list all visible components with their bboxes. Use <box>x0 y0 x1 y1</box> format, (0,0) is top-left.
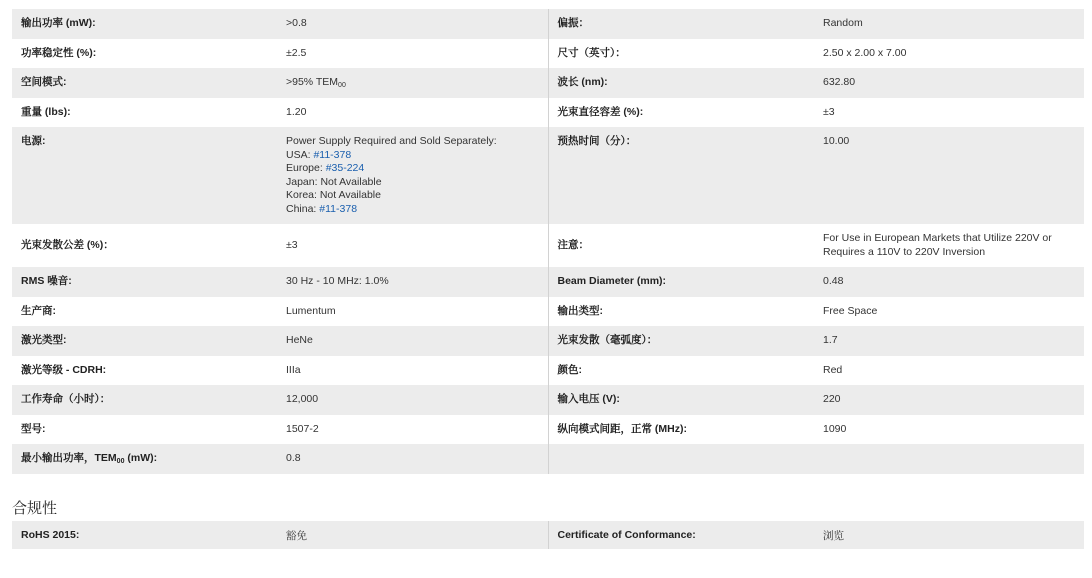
spec-label: 光束直径容差 (%): <box>548 98 814 127</box>
spec-value: 2.50 x 2.00 x 7.00 <box>814 39 1084 68</box>
spec-value: 1090 <box>814 415 1084 444</box>
spec-label: 电源: <box>12 127 277 224</box>
spatial-mode-text: >95% TEM <box>286 76 339 89</box>
china-power-supply-link[interactable]: #11-378 <box>319 202 358 215</box>
spec-value: ±2.5 <box>277 39 548 68</box>
power-supply-europe: Europe: #35-224 <box>286 162 365 174</box>
specs-table <box>12 9 1084 474</box>
spec-value: HeNe <box>277 326 548 356</box>
spec-value: 10.00 <box>814 127 1084 224</box>
spec-label: 激光等级 - CDRH: <box>12 356 277 385</box>
spec-value: Random <box>814 9 1084 39</box>
spec-row <box>12 98 1084 127</box>
spec-value: 632.80 <box>814 68 1084 98</box>
rohs-label: RoHS 2015: <box>12 521 277 549</box>
power-supply-usa: USA: #11-378 <box>286 148 352 161</box>
spec-value: Lumentum <box>277 297 548 326</box>
spec-label: 光束发散公差 (%)： <box>12 224 277 267</box>
spec-label: 生产商: <box>12 297 277 326</box>
spec-label: 工作寿命（小时）： <box>12 385 277 415</box>
spec-label: 光束发散（毫弧度）： <box>548 326 814 356</box>
spec-label: 输入电压 (V): <box>548 385 814 415</box>
spec-row <box>12 297 1084 326</box>
usa-power-supply-link[interactable]: #11-378 <box>313 148 352 161</box>
power-supply-note: Power Supply Required and Sold Separately: <box>286 135 497 147</box>
spec-label: 输出功率 (mW): <box>12 9 277 39</box>
spec-label: 纵向模式间距，正常 (MHz): <box>548 415 814 444</box>
spec-row <box>12 415 1084 444</box>
spec-label: Beam Diameter (mm): <box>548 267 814 297</box>
power-supply-china: China: #11-378 <box>286 202 358 215</box>
europe-power-supply-link[interactable]: #35-224 <box>325 162 365 174</box>
empty-cell <box>548 444 814 474</box>
spec-row <box>12 356 1084 385</box>
spec-row <box>12 68 1084 98</box>
spec-row <box>12 326 1084 356</box>
spec-label: 激光类型: <box>12 326 277 356</box>
power-supply-japan: Japan: Not Available <box>286 175 382 188</box>
spec-value: 220 <box>814 385 1084 415</box>
spec-label: 功率稳定性 (%): <box>12 39 277 68</box>
spec-value: IIIa <box>277 356 548 385</box>
spec-value: 0.48 <box>814 267 1084 297</box>
empty-cell <box>814 444 1084 474</box>
spec-label: 重量 (lbs): <box>12 98 277 127</box>
spec-row <box>12 267 1084 297</box>
spec-label: 波长 (nm): <box>548 68 814 98</box>
spec-value: 12,000 <box>277 385 548 415</box>
spec-row <box>12 9 1084 39</box>
spec-label: 注意： <box>548 224 814 267</box>
spec-label: 输出类型: <box>548 297 814 326</box>
spec-value: ±3 <box>277 224 548 267</box>
spec-value <box>277 68 548 98</box>
spec-value: 1507-2 <box>277 415 548 444</box>
spec-value: 0.8 <box>277 444 548 474</box>
spec-label: 预热时间（分）： <box>548 127 814 224</box>
power-supply-korea: Korea: Not Available <box>286 189 381 201</box>
spec-label: 最小输出功率，$TEM_{00}$ (mW): <box>12 444 277 474</box>
spec-value: ±3 <box>814 98 1084 127</box>
note-text: For Use in European Markets that Utilize 220V or Requires a 110V to 220V Inversion <box>814 224 1084 267</box>
spec-label: 尺寸（英寸）： <box>548 39 814 68</box>
spec-row <box>12 385 1084 415</box>
spec-row <box>12 224 1084 267</box>
spec-value: 1.7 <box>814 326 1084 356</box>
tem-subscript: 00 <box>338 82 346 90</box>
spec-value: 30 Hz - 10 MHz: 1.0% <box>277 267 548 297</box>
certificate-label: Certificate of Conformance: <box>548 521 814 549</box>
spec-label: 偏振： <box>548 9 814 39</box>
tem-subscript: 00 <box>116 458 125 466</box>
spec-value: >0.8 <box>277 9 548 39</box>
compliance-row <box>12 521 1084 549</box>
spec-row <box>12 444 1084 474</box>
spec-label: 型号: <box>12 415 277 444</box>
power-supply-info <box>277 127 548 224</box>
spec-row <box>12 127 1084 224</box>
spec-value: Free Space <box>814 297 1084 326</box>
spec-value: 1.20 <box>277 98 548 127</box>
rohs-exempt-link[interactable]: 豁免 <box>277 521 548 549</box>
compliance-heading: 合规性 <box>12 500 58 517</box>
certificate-view-link[interactable]: 浏览 <box>814 521 1084 549</box>
spec-label: 颜色: <box>548 356 814 385</box>
compliance-table <box>12 521 1084 549</box>
spec-value: Red <box>814 356 1084 385</box>
spec-row <box>12 39 1084 68</box>
spec-label: 空间模式: <box>12 68 277 98</box>
spec-label: RMS 噪音: <box>12 267 277 297</box>
